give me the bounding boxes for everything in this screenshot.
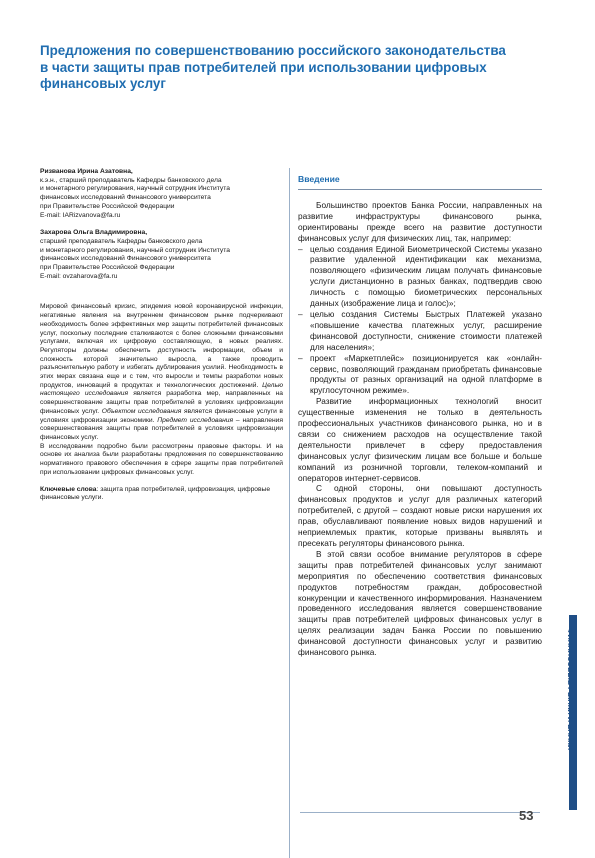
- author-affiliation-line: финансовых исследований Финансового университета: [40, 194, 211, 202]
- author-name: Ризванова Ирина Азатовна,: [40, 168, 133, 175]
- abstract-emphasis: Предмет исследования: [157, 416, 234, 424]
- body-paragraph: В этой связи особое внимание регуляторов в сфере защиты прав потребителей финансовых услуг занимают мероприятия по обеспечению соответствия финансовых продуктов потребностям граждан, добросовестной конкуренции и качественного информирования. Назначением проведенного исследования является совершенствование защиты прав потребителей цифровых финансовых услуг в целях реализации задач Банка России по повышению финансовой доступности финансовых услуг и развитию финансового рынка.: [298, 548, 542, 658]
- body-paragraph: Большинство проектов Банка России, направленных на развитие инфраструктуры финансового рынка, ориентированы прежде всего на развитие доступности финансовых услуг для физических лиц, так, например:: [298, 199, 542, 243]
- footer-rule: [300, 812, 540, 813]
- body-paragraph: С одной стороны, они повышают доступность финансовых продуктов и услуг для различных категорий потребителей, с другой – создают новые риски нарушения их прав, обуславливают появление новых видов нарушений и неприемлемых практик, которые призваны выявлять и пресекать регуляторы финансового рынка.: [298, 483, 542, 548]
- author-email: E-mail: IARizvanova@fa.ru: [40, 211, 121, 219]
- column-divider: [289, 168, 290, 858]
- right-column: [298, 168, 542, 658]
- left-column: [40, 168, 283, 503]
- abstract-text: – направления совершенствования защиты прав потребителей в условиях цифровизации финансовых услуг.: [40, 416, 283, 441]
- abstract-text: является финансовые услуги в условиях цифровизации экономики.: [40, 407, 283, 424]
- title-line: финансовых услуг: [40, 76, 166, 92]
- bullet-list: [298, 244, 542, 397]
- author-affiliation-line: старший преподаватель Кафедры банковского дела: [40, 237, 203, 245]
- body-paragraph: Развитие информационных технологий вносит существенные изменения не только в деятельность профессиональных участников финансового рынка, но и в связи со снижением расходов на осуществление такой деятельности привлечет в сферу предоставления финансовых услуг физическим лицам все больше и больше компаний из розничной торговли, телеком-компаний и операторов интернет-сервисов.: [298, 396, 542, 483]
- author-affiliation-line: при Правительстве Российской Федерации: [40, 264, 175, 272]
- abstract-paragraph: [40, 303, 283, 442]
- keywords-text: : защита прав потребителей, цифровизация, цифровые финансовые услуги.: [40, 485, 271, 502]
- abstract-text: является разработка мер, направленных на совершенствование защиты прав потребителей в условиях цифровизации финансовых услуг.: [40, 390, 283, 415]
- author-affiliation-line: к.э.н., старший преподаватель Кафедры банковского дела: [40, 176, 222, 184]
- keywords: [40, 486, 283, 503]
- author-affiliation-line: финансовых исследований Финансового университета: [40, 255, 211, 263]
- abstract-paragraph: В исследовании подробно были рассмотрены правовые факторы. И на основе их анализа были разработаны предложения по совершенствованию нормативного правового обеспечения в сфере защиты прав потребителей при использовании цифровых финансовых услуг.: [40, 442, 283, 476]
- bullet-item: – целью создания Системы Быстрых Платежей указано «повышение качества платежных услуг, расширение финансовой доступности, снижение стоимости платежей для населения»;: [298, 309, 542, 353]
- journal-section-label: ФИНАНСОВЫЕ РЫНКИ И БАНКИ: [566, 628, 575, 751]
- author-affiliation-line: и монетарного регулирования, научный сотрудник Института: [40, 185, 230, 193]
- author-email: E-mail: ovzaharova@fa.ru: [40, 272, 118, 280]
- author-block: [40, 168, 283, 220]
- article-title: [40, 43, 510, 93]
- author-block: [40, 229, 283, 281]
- author-affiliation-line: при Правительстве Российской Федерации: [40, 202, 175, 210]
- keywords-label: Ключевые слова: [40, 485, 97, 493]
- abstract: [40, 303, 283, 477]
- author-affiliation-line: и монетарного регулирования, научный сотрудник Института: [40, 246, 230, 254]
- abstract-emphasis: Объектом исследования: [101, 407, 182, 415]
- page-number: 53: [519, 808, 534, 823]
- bullet-item: – проект «Маркетплейс» позиционируется как «онлайн-сервис, позволяющий гражданам приобретать финансовые продукты от разных организаций на одной платформе в круглосуточном режиме».: [298, 353, 542, 397]
- abstract-text: Мировой финансовый кризис, эпидемия новой коронавирусной инфекции, негативные явления на внутреннем финансовом рынке подчеркивают необходимость более эффективных мер защиты потребителей финансовых услуг, поскольку последние сталкиваются с более сложными финансовыми услугами, включая их цифровую составляющую, в новых реалиях. Регуляторы должны обеспечить доступность информации, объем и сложность которой значительно выросла, а также проводить разъяснительную работу и избегать дублирования усилий. Необходимость в этих мерах связана еще и с тем, что выросли и темпы разработки новых продуктов, инноваций в продуктах и технологических достижений.: [40, 303, 283, 389]
- section-rule: [298, 189, 542, 190]
- section-heading: Введение: [298, 174, 340, 184]
- title-line: Предложения по совершенствованию российского законодательства: [40, 43, 506, 58]
- bullet-item: – целью создания Единой Биометрической Системы указано развитие удаленной идентификации как механизма, позволяющего «физическим лицам получать финансовые услуги дистанционно в разных банках, подтвердив свою личность с помощью биометрических персональных данных (изображение лица и голос)»;: [298, 244, 542, 309]
- author-name: Захарова Ольга Владимировна,: [40, 229, 148, 237]
- abstract-emphasis: Целью настоящего исследования: [40, 381, 283, 398]
- title-line: в части защиты прав потребителей при использовании цифровых: [40, 59, 487, 75]
